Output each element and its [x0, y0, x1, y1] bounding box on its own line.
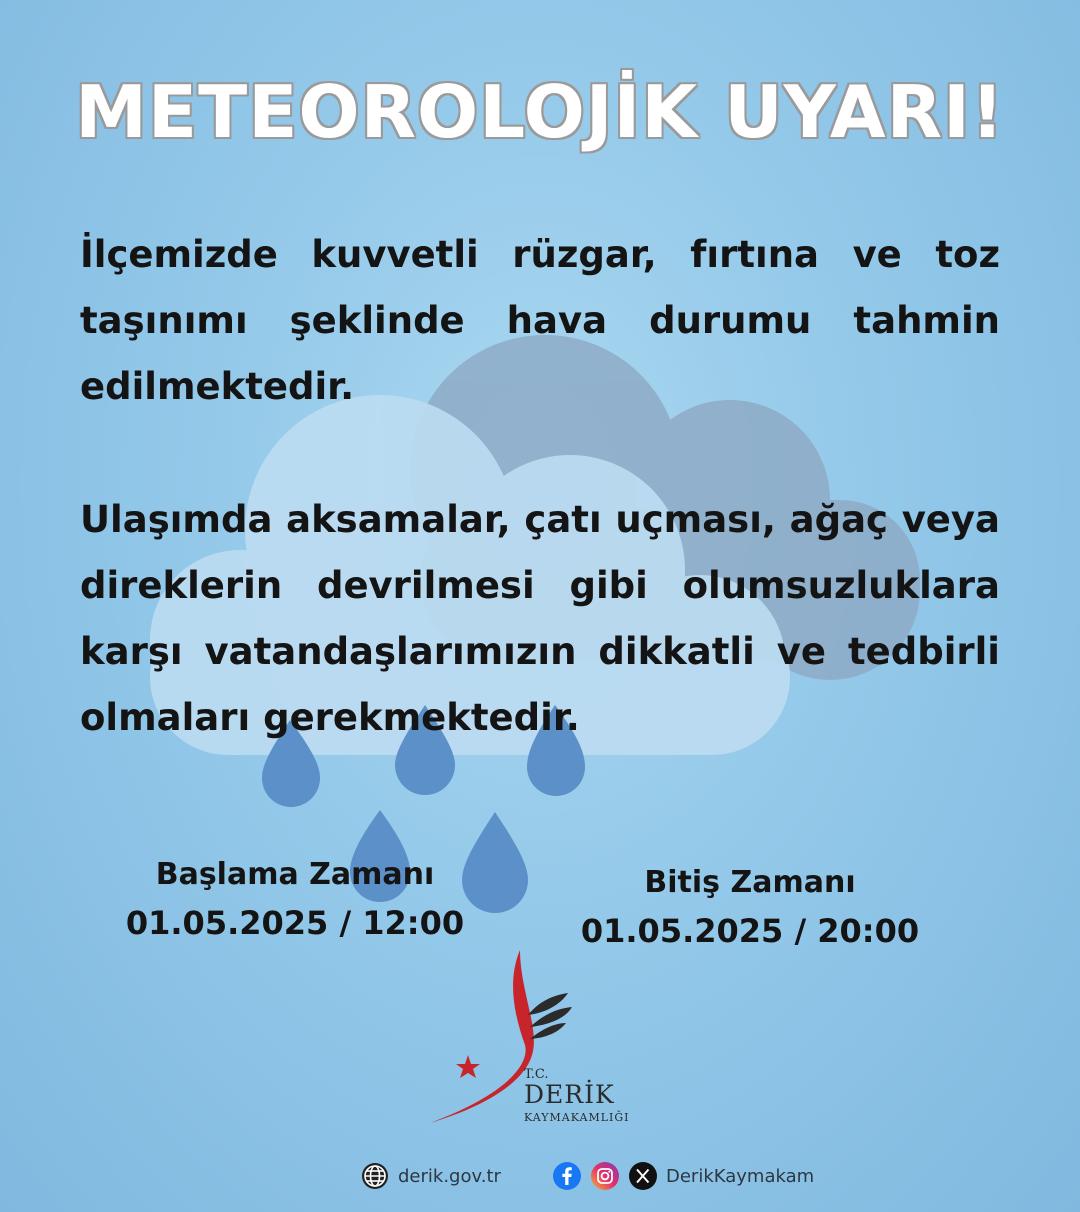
- end-time-block: [560, 860, 940, 956]
- start-time-value: 01.05.2025 / 12:00: [125, 904, 465, 942]
- page-title: METEOROLOJİK UYARI!: [75, 70, 1005, 154]
- social-handle[interactable]: DerikKaymakam: [666, 1165, 815, 1187]
- website-text[interactable]: derik.gov.tr: [398, 1165, 501, 1187]
- facebook-icon[interactable]: [552, 1161, 582, 1191]
- warning-paragraph-1: İlçemizde kuvvetli rüzgar, fırtına ve toz taşınımı şeklinde hava durumu tahmin edilmektedir.: [80, 233, 1000, 408]
- end-time-label: Bitiş Zamanı: [644, 865, 856, 900]
- start-time-label: Başlama Zamanı: [155, 857, 435, 892]
- x-icon[interactable]: [628, 1161, 658, 1191]
- instagram-icon[interactable]: [590, 1161, 620, 1191]
- footer-website[interactable]: [360, 1158, 501, 1194]
- logo-swoosh: [430, 950, 534, 1123]
- footer-social: [552, 1158, 814, 1194]
- start-time-block: [100, 852, 490, 948]
- logo-star: [456, 1055, 480, 1078]
- warning-paragraph-2: Ulaşımda aksamalar, çatı uçması, ağaç veya direklerin devrilmesi gibi olumsuzluklara karşı vatandaşlarımızın dikkatli ve tedbirli olmaları gerekmektedir.: [80, 498, 1000, 739]
- globe-icon: [360, 1161, 390, 1191]
- derik-kaymakamligi-logo: [420, 945, 660, 1130]
- logo-line1: T.C.: [524, 1067, 549, 1082]
- end-time-value: 01.05.2025 / 20:00: [580, 912, 920, 950]
- logo-line3: KAYMAKAMLIĞI: [524, 1111, 630, 1124]
- logo-line2: DERİK: [524, 1080, 615, 1109]
